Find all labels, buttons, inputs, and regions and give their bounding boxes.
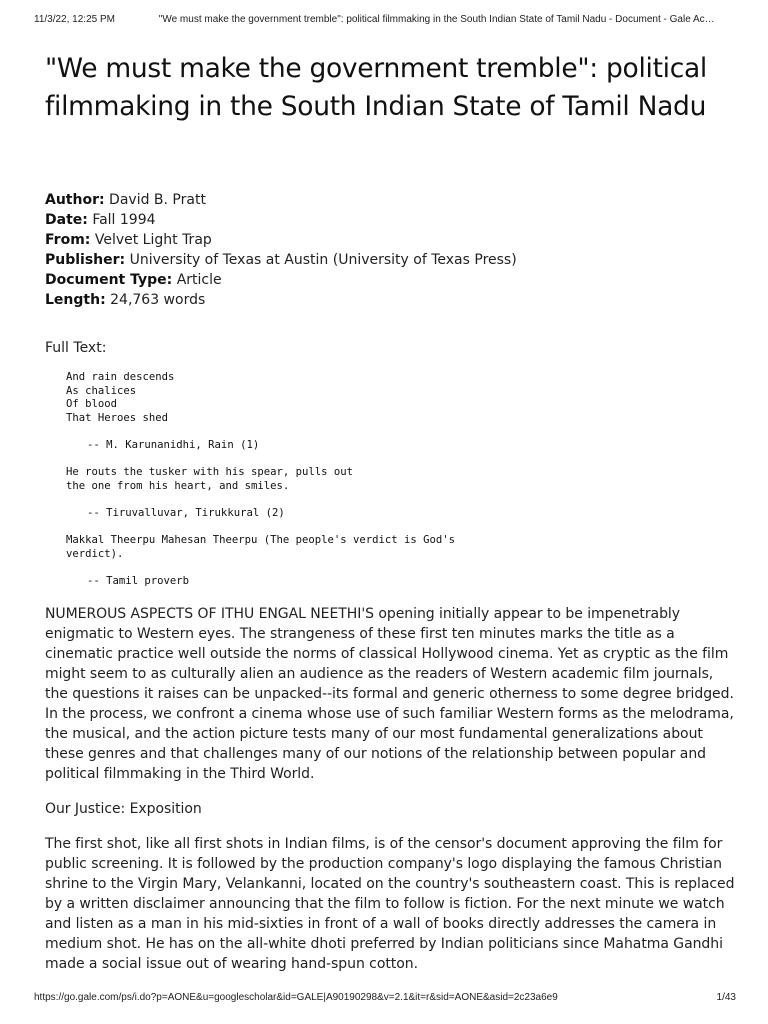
epigraph-attribution: -- M. Karunanidhi, Rain (1)	[87, 438, 260, 451]
epigraph-attribution: -- Tamil proverb	[87, 574, 190, 587]
epigraph-line: He routs the tusker with his spear, pulls out	[66, 466, 354, 479]
page-indicator: 1/43	[716, 992, 736, 1003]
epigraph-line: the one from his heart, and smiles.	[66, 479, 290, 492]
epigraph-line: Makkal Theerpu Mahesan Theerpu (The people's verdict is God's	[66, 534, 456, 547]
meta-publisher	[45, 250, 735, 270]
meta-label: Length:	[45, 292, 106, 308]
epigraph-line: verdict).	[66, 547, 124, 560]
meta-value: University of Texas at Austin (University of Texas Press)	[129, 252, 517, 268]
meta-value: Fall 1994	[92, 212, 156, 228]
epigraph-line: That Heroes shed	[66, 411, 169, 424]
meta-date	[45, 210, 735, 230]
meta-document-type	[45, 270, 735, 290]
meta-label: Document Type:	[45, 272, 173, 288]
document-url: https://go.gale.com/ps/i.do?p=AONE&u=googlescholar&id=GALE|A90190298&v=2.1&it=r&sid=AONE&asid=2c23a6e9	[34, 992, 558, 1003]
print-page-title: "We must make the government tremble": political filmmaking in the South Indian State of Tamil Nadu - Document - Gale Ac…	[158, 14, 715, 25]
meta-label: Date:	[45, 212, 88, 228]
section-heading: Our Justice: Exposition	[45, 801, 202, 817]
meta-label: From:	[45, 232, 91, 248]
epigraph-line: And rain descends	[66, 371, 175, 383]
meta-value: 24,763 words	[110, 292, 206, 308]
meta-label: Author:	[45, 192, 105, 208]
epigraphs	[66, 371, 706, 589]
article-metadata	[45, 190, 735, 310]
meta-from	[45, 230, 735, 250]
epigraph-line: As chalices	[66, 384, 137, 397]
meta-label: Publisher:	[45, 252, 126, 268]
print-header	[34, 14, 744, 25]
meta-author	[45, 190, 735, 210]
print-timestamp: 11/3/22, 12:25 PM	[34, 14, 115, 25]
meta-value: David B. Pratt	[109, 192, 206, 208]
article-title: "We must make the government tremble": political filmmaking in the South Indian State of Tamil Nadu	[45, 53, 707, 122]
paragraph-1: NUMEROUS ASPECTS OF ITHU ENGAL NEETHI'S opening initially appear to be impenetrably enigmatic to Western eyes. The strangeness of these first ten minutes marks the title as a cinematic practice well outside the norms of classical Hollywood cinema. Yet as cryptic as the film might seem to as culturally alien an audience as the readers of Western academic film journals, the questions it raises can be unpacked--its formal and generic otherness to some degree bridged. In the process, we confront a cinema whose use of such familiar Western forms as the melodrama, the musical, and the action picture tests many of our most fundamental generalizations about these genres and that challenges many of our notions of the relationship between popular and political filmmaking in the Third World.	[45, 606, 734, 782]
epigraph-line: Of blood	[66, 398, 118, 411]
meta-value: Velvet Light Trap	[94, 232, 212, 248]
meta-value: Article	[176, 272, 222, 288]
full-text-label: Full Text:	[45, 340, 107, 356]
epigraph-attribution: -- Tiruvalluvar, Tirukkural (2)	[87, 506, 285, 519]
paragraph-2: The first shot, like all first shots in Indian films, is of the censor's document approving the film for public screening. It is followed by the production company's logo displaying the famous Christian shrine to the Virgin Mary, Velankanni, located on the country's southeastern coast. This is replaced by a written disclaimer announcing that the film to follow is fiction. For the next minute we watch and listen as a man in his mid-sixties in front of a wall of books directly addresses the camera in medium shot. He has on the all-white dhoti preferred by Indian politicians since Mahatma Gandhi made a social issue out of wearing hand-spun cotton.	[45, 836, 735, 972]
meta-length	[45, 290, 735, 310]
